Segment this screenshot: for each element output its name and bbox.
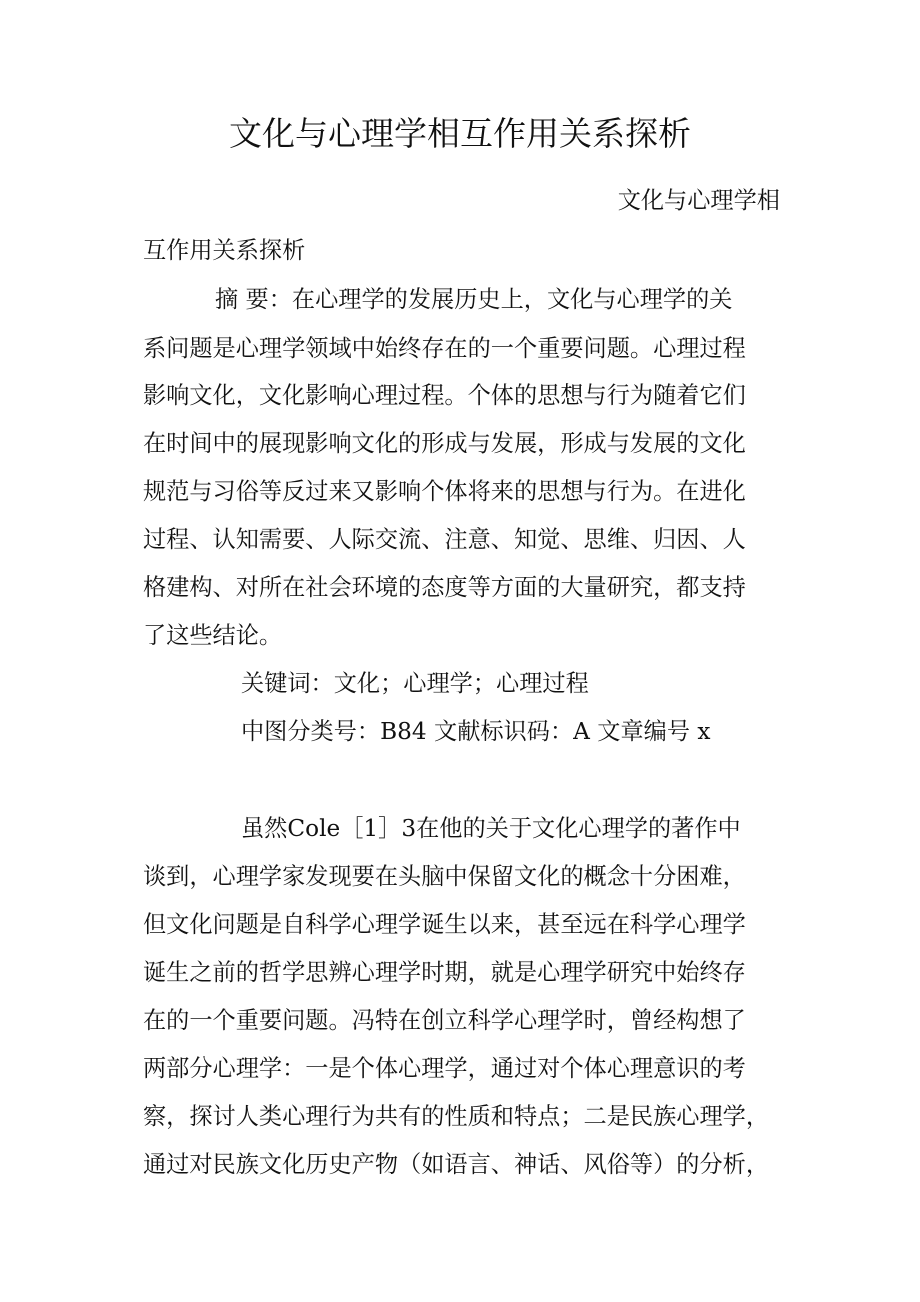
classification-line: 中图分类号：B84 文献标识码：A 文章编号 x: [241, 718, 711, 745]
abstract-line: 系问题是心理学领域中始终存在的一个重要问题。心理过程: [143, 335, 746, 362]
abstract-line: 在时间中的展现影响文化的形成与发展，形成与发展的文化: [143, 430, 746, 457]
subtitle-line-2: 互作用关系探析: [143, 237, 306, 264]
body-line: 在的一个重要问题。冯特在创立科学心理学时，曾经构想了: [143, 1007, 746, 1034]
body-line: 两部分心理学：一是个体心理学，通过对个体心理意识的考: [143, 1055, 746, 1082]
subtitle-line-1: 文化与心理学相: [617, 187, 780, 214]
abstract-line: 了这些结论。: [143, 622, 283, 649]
body-line: 诞生之前的哲学思辨心理学时期，就是心理学研究中始终存: [143, 959, 746, 986]
abstract-line: 规范与习俗等反过来又影响个体将来的思想与行为。在进化: [143, 478, 746, 505]
abstract-line: 影响文化，文化影响心理过程。个体的思想与行为随着它们: [143, 382, 746, 409]
abstract-line: 过程、认知需要、人际交流、注意、知觉、思维、归因、人: [143, 526, 746, 553]
page-title: 文化与心理学相互作用关系探析: [229, 114, 691, 153]
keywords-line: 关键词：文化；心理学；心理过程: [241, 670, 589, 697]
abstract-line: 摘 要：在心理学的发展历史上，文化与心理学的关: [215, 286, 733, 313]
body-line: 通过对民族文化历史产物（如语言、神话、风俗等）的分析，: [143, 1151, 770, 1178]
body-line: 但文化问题是自科学心理学诞生以来，甚至远在科学心理学: [143, 911, 746, 938]
body-line: 察，探讨人类心理行为共有的性质和特点；二是民族心理学，: [143, 1103, 770, 1130]
body-line: 谈到，心理学家发现要在头脑中保留文化的概念十分困难，: [143, 863, 746, 890]
abstract-line: 格建构、对所在社会环境的态度等方面的大量研究，都支持: [143, 574, 746, 601]
body-line: 虽然Cole［1］3在他的关于文化心理学的著作中: [241, 815, 741, 842]
